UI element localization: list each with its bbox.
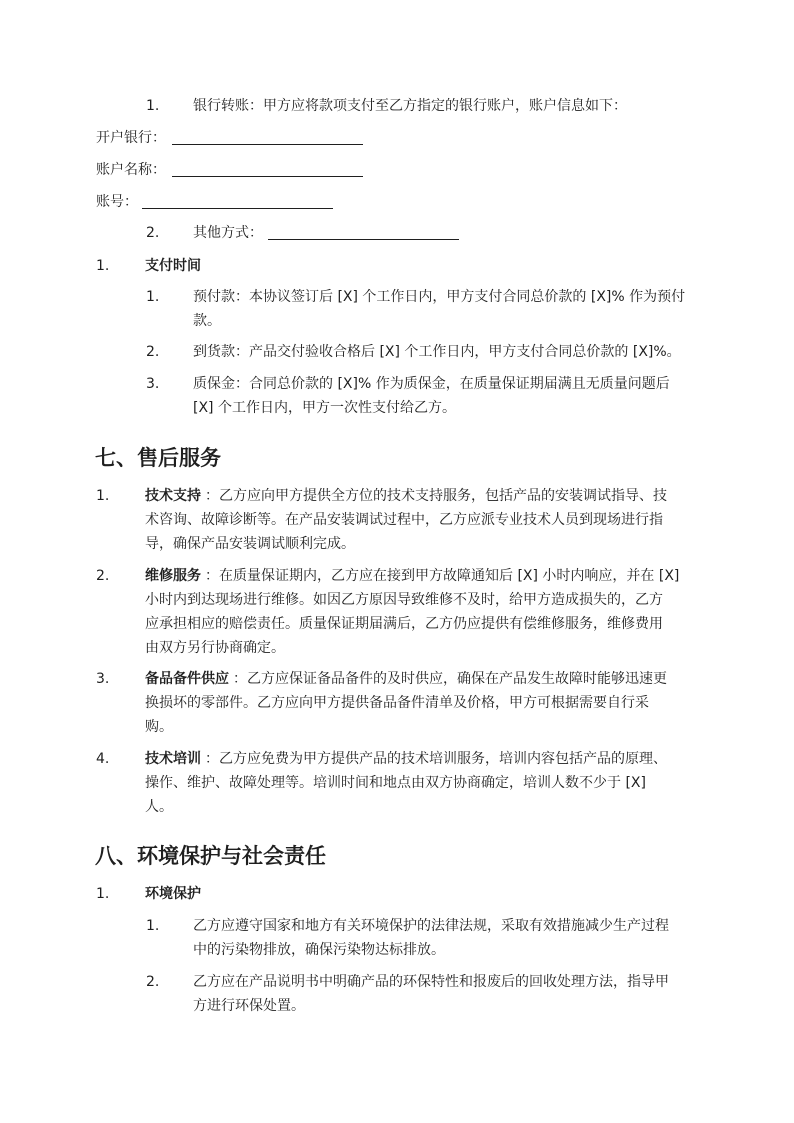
other-method-blank[interactable] [268, 225, 459, 240]
list-number: 3. [146, 376, 160, 392]
item-text-line: ：乙方应免费为甲方提供产品的技术培训服务，培训内容包括产品的原理、 [205, 751, 667, 767]
list-item [0, 669, 794, 739]
item-text-line: 小时内到达现场进行维修。如因乙方原因导致维修不及时，给甲方造成损失的，乙方 [145, 592, 663, 608]
item-text-line: [X] 个工作日内，甲方一次性支付给乙方。 [193, 400, 456, 416]
list-number: 2. [146, 344, 160, 360]
item-text-line: 款。 [193, 313, 221, 329]
item-text-line: 乙方应遵守国家和地方有关环境保护的法律法规，采取有效措施减少生产过程 [193, 918, 669, 934]
section-heading-after-sales: 七、售后服务 [95, 446, 221, 470]
list-number: 2. [146, 225, 160, 241]
item-text-line: 导，确保产品安装调试顺利完成。 [145, 536, 355, 552]
item-text-line: 方进行环保处置。 [193, 998, 305, 1014]
bank-name-blank[interactable] [172, 130, 363, 145]
item-text-line: 换损坏的零部件。乙方应向甲方提供备品备件清单及价格，甲方可根据需要自行采 [145, 695, 649, 711]
bank-transfer-text: 银行转账：甲方应将款项支付至乙方指定的银行账户，账户信息如下： [193, 98, 627, 114]
item-text-line: ：乙方应向甲方提供全方位的技术支持服务，包括产品的安装调试指导、技 [205, 488, 667, 504]
account-name-label: 账户名称： [96, 162, 166, 178]
list-number: 2. [96, 568, 110, 584]
section-heading-environment: 八、环境保护与社会责任 [95, 844, 326, 868]
list-number: 1. [96, 488, 110, 504]
item-text-line: 术咨询、故障诊断等。在产品安装调试过程中，乙方应派专业技术人员到现场进行指 [145, 512, 663, 528]
item-text-line: 中的污染物排放，确保污染物达标排放。 [193, 942, 445, 958]
list-number: 4. [96, 751, 110, 767]
list-item [0, 972, 794, 1020]
list-number: 1. [146, 98, 160, 114]
bank-name-label: 开户银行： [96, 130, 166, 146]
account-number-blank[interactable] [142, 194, 333, 209]
environment-title: 环境保护 [145, 886, 201, 902]
other-method-label: 其他方式： [193, 225, 263, 241]
list-item [0, 916, 794, 964]
item-text-line: ：乙方应保证备品备件的及时供应，确保在产品发生故障时能够迅速更 [233, 671, 667, 687]
item-text-line: 乙方应在产品说明书中明确产品的环保特性和报废后的回收处理方法，指导甲 [193, 974, 669, 990]
list-item [0, 374, 794, 422]
item-bold-label: 技术支持 [145, 488, 201, 504]
account-number-field [96, 192, 396, 214]
list-number: 1. [96, 886, 110, 902]
payment-time-title: 支付时间 [145, 258, 201, 274]
item-text-line: 人。 [145, 799, 173, 815]
account-name-field [96, 160, 396, 182]
account-number-label: 账号： [96, 194, 138, 210]
item-text-line: 预付款：本协议签订后 [X] 个工作日内，甲方支付合同总价款的 [X]% 作为预付 [193, 289, 686, 305]
environment-subheading [0, 884, 794, 906]
list-number: 2. [146, 974, 160, 990]
item-text-line: ：在质量保证期内，乙方应在接到甲方故障通知后 [X] 小时内响应，并在 [X] [205, 568, 680, 584]
other-method-item [0, 223, 794, 245]
list-item [0, 342, 794, 364]
bank-transfer-item [0, 96, 794, 118]
item-text-line: 由双方另行协商确定。 [145, 640, 285, 656]
list-item [0, 486, 794, 556]
list-number: 1. [146, 289, 160, 305]
list-item [0, 749, 794, 819]
item-text-line: 操作、维护、故障处理等。培训时间和地点由双方协商确定，培训人数不少于 [X] [145, 775, 646, 791]
list-number: 1. [96, 258, 110, 274]
list-number: 3. [96, 671, 110, 687]
account-name-blank[interactable] [172, 162, 363, 177]
item-text-line: 到货款：产品交付验收合格后 [X] 个工作日内，甲方支付合同总价款的 [X]%。 [193, 344, 681, 360]
list-number: 1. [146, 918, 160, 934]
payment-time-heading [0, 256, 794, 278]
list-item [0, 566, 794, 660]
item-bold-label: 技术培训 [145, 751, 201, 767]
bank-name-field [96, 128, 396, 150]
item-text-line: 应承担相应的赔偿责任。质量保证期届满后，乙方仍应提供有偿维修服务，维修费用 [145, 616, 663, 632]
list-item [0, 287, 794, 335]
item-bold-label: 备品备件供应 [145, 671, 229, 687]
item-bold-label: 维修服务 [145, 568, 201, 584]
item-text-line: 质保金：合同总价款的 [X]% 作为质保金，在质量保证期届满且无质量问题后 [193, 376, 670, 392]
item-text-line: 购。 [145, 719, 173, 735]
